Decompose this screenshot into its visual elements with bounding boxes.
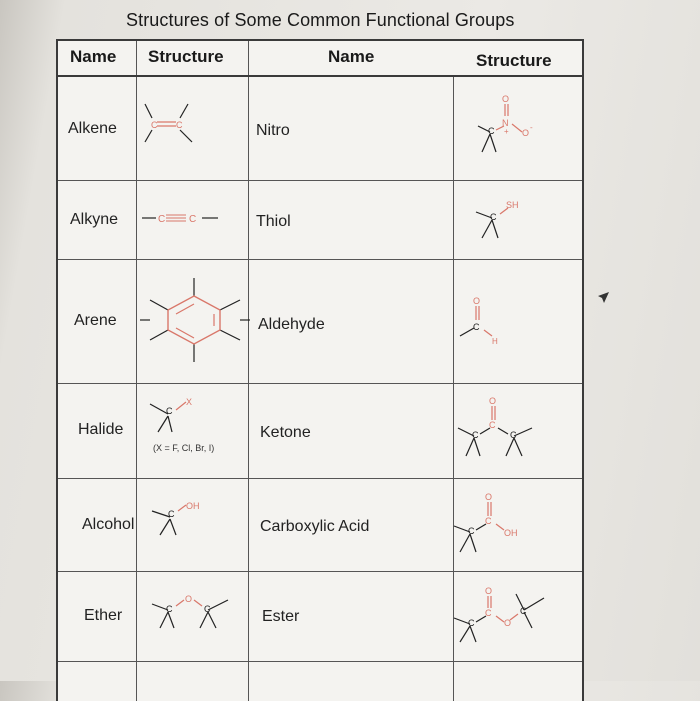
atom-o: O xyxy=(485,492,493,502)
alkene-structure xyxy=(140,102,200,152)
atom-c: C xyxy=(176,120,183,130)
charge-minus: - xyxy=(530,123,533,132)
atom-c: C xyxy=(488,126,495,136)
atom-n: N xyxy=(502,118,509,128)
alcohol-structure xyxy=(150,497,220,537)
ketone-structure xyxy=(456,394,546,464)
arene-structure xyxy=(146,276,246,366)
name-alkene: Alkene xyxy=(68,120,117,137)
name-carboxylic-acid: Carboxylic Acid xyxy=(260,518,370,535)
atom-c: C xyxy=(489,420,496,430)
atom-o: O xyxy=(185,594,193,604)
row-divider-1 xyxy=(58,180,582,181)
name-alcohol: Alcohol xyxy=(82,516,135,533)
atom-c: C xyxy=(204,604,211,614)
name-thiol: Thiol xyxy=(256,213,291,230)
atom-c: C xyxy=(510,430,517,440)
name-nitro: Nitro xyxy=(256,122,290,139)
col-divider-2 xyxy=(248,41,249,701)
atom-o: O xyxy=(473,296,481,306)
row-divider-4 xyxy=(58,478,582,479)
halide-note: (X = F, Cl, Br, I) xyxy=(153,443,215,453)
atom-x: X xyxy=(186,397,193,407)
header-name-left: Name xyxy=(70,47,117,66)
atom-sh: SH xyxy=(506,200,519,210)
ether-structure xyxy=(150,592,240,632)
name-aldehyde: Aldehyde xyxy=(258,316,325,333)
page-title: Structures of Some Common Functional Groups xyxy=(126,10,515,30)
atom-o: O xyxy=(504,618,512,628)
atom-c: C xyxy=(473,322,480,332)
atom-o: O xyxy=(502,94,510,104)
atom-c: C xyxy=(189,214,197,225)
mouse-cursor-icon xyxy=(596,290,610,304)
atom-c: C xyxy=(520,606,527,616)
name-alkyne: Alkyne xyxy=(70,211,119,228)
header-name-right: Name xyxy=(328,47,375,66)
name-ketone: Ketone xyxy=(260,424,311,441)
atom-h: H xyxy=(492,337,498,346)
atom-c: C xyxy=(168,509,175,519)
col-divider-1 xyxy=(136,41,137,701)
atom-c: C xyxy=(166,406,173,416)
atom-c: C xyxy=(468,618,475,628)
atom-oh: OH xyxy=(186,501,200,511)
name-arene: Arene xyxy=(74,312,117,329)
atom-oh: OH xyxy=(504,528,518,538)
atom-o: O xyxy=(522,128,530,138)
name-halide: Halide xyxy=(78,421,124,438)
atom-o: O xyxy=(489,396,497,406)
header-divider xyxy=(58,75,582,77)
charge-plus: + xyxy=(504,127,509,136)
atom-c: C xyxy=(485,608,492,618)
name-ether: Ether xyxy=(84,607,123,624)
atom-c: C xyxy=(490,212,497,222)
row-divider-3 xyxy=(58,383,582,384)
row-divider-6 xyxy=(58,661,582,662)
atom-c: C xyxy=(472,430,479,440)
alkyne-structure xyxy=(142,209,222,229)
row-divider-2 xyxy=(58,259,582,260)
carboxylic-acid-structure xyxy=(452,490,532,555)
nitro-structure xyxy=(476,94,556,164)
header-structure-right: Structure xyxy=(476,51,552,70)
atom-c: C xyxy=(151,120,158,130)
row-divider-5 xyxy=(58,571,582,572)
atom-o: O xyxy=(485,586,493,596)
atom-c: C xyxy=(158,214,166,225)
aldehyde-structure xyxy=(458,294,518,349)
ester-structure xyxy=(452,584,552,644)
atom-c: C xyxy=(468,526,475,536)
atom-c: C xyxy=(485,516,492,526)
header-structure-left: Structure xyxy=(148,47,224,66)
halide-structure xyxy=(148,396,208,436)
atom-c: C xyxy=(166,604,173,614)
name-ester: Ester xyxy=(262,608,300,625)
thiol-structure xyxy=(474,198,544,243)
